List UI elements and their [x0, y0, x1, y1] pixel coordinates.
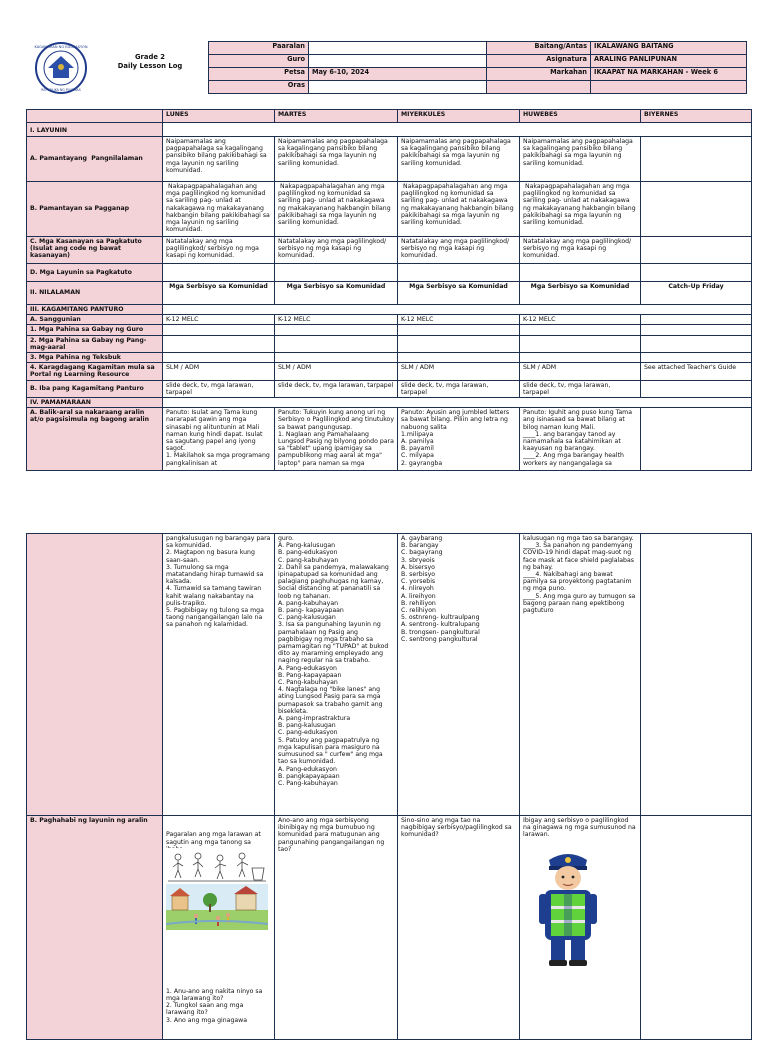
label-iba-pang-kagamitan: B. Iba pang Kagamitang Panturo — [27, 380, 163, 397]
cell: SLM / ADM — [520, 363, 641, 380]
row-lr-portal — [27, 363, 752, 380]
section-pamamaraan: IV. PAMAMARAAN — [27, 398, 163, 408]
cell: Sino-sino ang mga tao na nagbibigay serbisyo/paglilingkod sa komunidad? — [398, 816, 520, 1040]
cell — [398, 264, 520, 282]
doc-type-label: Daily Lesson Log — [117, 61, 183, 70]
cell: SLM / ADM — [163, 363, 275, 380]
community-scene-image — [166, 884, 268, 930]
markahan-label: Markahan — [487, 68, 591, 81]
cell: Natatalakay ang mga paglilingkod/ serbisyo ng mga kasapi ng komunidad. — [520, 237, 641, 264]
cell: kalusugan ng mga tao sa barangay. ____3. Sa panahon ng pandemyang COVID-19 hindi dapat mag-suot ng face mask at face shield paglalabas ng bahay. ____4. Nakibahagi ang bawat pamilya sa proyektong pagtatanim ng mga puno. ____5. Ang mga guro ay tumugon sa bagong paraan nang epektibong pagtuturo — [520, 534, 641, 816]
day-header-row — [27, 110, 752, 123]
title-block — [96, 53, 204, 70]
row-balik-aral — [27, 408, 752, 471]
label-sanggunian: A. Sanggunian — [27, 315, 163, 325]
questions-text: 1. Anu-ano ang nakita ninyo sa mga larawang ito? 2. Tungkol saan ang mga larawang ito? 3. Ano ang mga ginagawa — [166, 987, 263, 1024]
cell: slide deck, tv, mga larawan, tarpapel — [163, 380, 275, 397]
cell — [641, 408, 752, 471]
cell: slide deck, tv, mga larawan, tarpapel — [520, 380, 641, 397]
label-nilalaman: II. NILALAMAN — [27, 282, 163, 305]
baitang-label: Baitang/Antas — [487, 42, 591, 55]
label-kasanayan: C. Mga Kasanayan sa Pagkatuto (Isulat ang code ng bawat kasanayan) — [27, 237, 163, 264]
cell — [641, 137, 752, 182]
cell: Nakapagpapahalagahan ang mga paglilingkod ng komunidad sa sariling pag- unlad at nakakagawa ng makakayanang hakbangin bilang pakikibahagi sa mga layunin ng sariling komunidad. — [520, 182, 641, 237]
row-iba-pang-kagamitan — [27, 380, 752, 397]
row-pamantayang-pangnilalaman — [27, 137, 752, 182]
label-pamantayang-pangnilalaman: A. Pamantayang Pangnilalaman — [27, 137, 163, 182]
label-lr-portal: 4. Karagdagang Kagamitan mula sa Portal ng Learning Resource — [27, 363, 163, 380]
cell: Natatalakay ang mga paglilingkod/ serbisyo ng mga kasapi ng komunidad. — [398, 237, 520, 264]
cell: SLM / ADM — [275, 363, 398, 380]
cell — [398, 335, 520, 352]
guro-value — [309, 55, 487, 68]
cell: K-12 MELC — [398, 315, 520, 325]
row-pamantayan-sa-pagganap — [27, 182, 752, 237]
cell: SLM / ADM — [398, 363, 520, 380]
guro-label: Guro — [209, 55, 309, 68]
day-martes: MARTES — [275, 110, 398, 123]
section-layunin: I. LAYUNIN — [27, 123, 163, 137]
cell — [275, 353, 398, 363]
row-kasanayan — [27, 237, 752, 264]
asignatura-value: ARALING PANLIPUNAN — [591, 55, 747, 68]
cell-text: Pagaralan ang mga larawan at sagutin ang mga tanong sa — [166, 831, 261, 846]
cell: Natatalakay ang mga paglilingkod/ serbisyo ng mga kasapi ng komunidad. — [275, 237, 398, 264]
cell — [520, 335, 641, 352]
label-gabay-mag-aaral: 2. Mga Pahina sa Gabay ng Pang-mag-aaral — [27, 335, 163, 352]
day-biyernes: BIYERNES — [641, 110, 752, 123]
cell: Ano-ano ang mga serbisyong ibinibigay ng mga bumubuo ng komunidad para matugunan ang pangunahing pangangailangan ng tao? — [275, 816, 398, 1040]
cell — [520, 325, 641, 335]
cell: pangkalusugan ng barangay para sa komunidad. 2. Magtapon ng basura kung saan-saan. 3. Tumulong sa mga matatandang hirap tumawid sa kalsada. 4. Tumawid sa tamang tawiran kahit walang nakabantay na pulis-trapiko. 5. Pagbibigay ng tulong sa mga taong nangangailangan lalo na sa panahon ng kalamidad. — [163, 534, 275, 816]
row-gabay-guro — [27, 325, 752, 335]
grade-label: Grade 2 — [134, 53, 166, 61]
petsa-label: Petsa — [209, 68, 309, 81]
cell — [641, 264, 752, 282]
cell: Nakapagpapahalagahan ang mga paglilingkod ng komunidad sa sariling pag- unlad at nakakagawa ng makakayanang hakbangin bilang pakikibahagi sa mga layunin ng sariling komunidad. — [398, 182, 520, 237]
cell: slide deck, tv, mga larawan, tarpapel — [275, 380, 398, 397]
cell: Panuto: Ayusin ang jumbled letters sa bawat bilang. Piliin ang letra ng nabuong salita 1.milipaya A. pamilya B. payamil C. milyapa 2. gayrangba — [398, 408, 520, 471]
label-teksbuk: 3. Mga Pahina ng Teksbuk — [27, 353, 163, 363]
cleanup-sketch-image — [166, 848, 268, 884]
police-officer-image — [537, 848, 599, 970]
cell: Panuto: Tukuyin kung anong uri ng Serbisyo o Paglilingkod ang tinutukoy sa bawat pangungusap. 1. Naglaan ang Pamahalaang Lungsod Pasig ng bilyong pondo para sa "tablet" upang ipamigay sa pampublikong mag aaral at mga" laptop" para naman sa mga — [275, 408, 398, 471]
day-lunes: LUNES — [163, 110, 275, 123]
cell: Mga Serbisyo sa Komunidad — [163, 282, 275, 305]
petsa-value: May 6-10, 2024 — [309, 68, 487, 81]
label-balik-aral: A. Balik-aral sa nakaraang aralin at/o pagsisimula ng bagong aralin — [27, 408, 163, 471]
header-info-table — [208, 41, 747, 94]
cell: Nakapagpapahalagahan ang mga paglilingkod ng komunidad sa sariling pag- unlad at nakakagawa ng makakayanang hakbangin bilang pakikibahagi sa mga layunin ng sariling komunidad. — [275, 182, 398, 237]
cell — [163, 353, 275, 363]
cell — [641, 335, 752, 352]
svg-text:REPUBLIKA NG PILIPINAS: REPUBLIKA NG PILIPINAS — [41, 88, 81, 92]
cell — [163, 335, 275, 352]
cell: Naipamamalas ang pagpapahalaga sa kagalingang pansibiko bilang pakikibahagi sa mga layunin ng sariling komunidad. — [520, 137, 641, 182]
paaralan-value — [309, 42, 487, 55]
svg-text:KAGAWARAN NG EDUKASYON: KAGAWARAN NG EDUKASYON — [34, 45, 88, 49]
label-paghahabi: B. Paghahabi ng layunin ng aralin — [27, 816, 163, 1040]
cell: Mga Serbisyo sa Komunidad — [398, 282, 520, 305]
corner-cell — [27, 110, 163, 123]
cell: K-12 MELC — [275, 315, 398, 325]
cell: Naipamamalas ang pagpapahalaga sa kagalingang pansibiko bilang pakikibahagi sa mga layunin ng sariling komunidad. — [163, 137, 275, 182]
cell — [520, 353, 641, 363]
deped-seal-logo — [28, 41, 94, 95]
cell — [275, 325, 398, 335]
cell — [520, 264, 641, 282]
cell: Mga Serbisyo sa Komunidad — [275, 282, 398, 305]
cell: slide deck, tv, mga larawan, tarpapel — [398, 380, 520, 397]
cell — [641, 534, 752, 816]
row-sanggunian — [27, 315, 752, 325]
cell: Nakapagpapahalagahan ang mga paglilingkod ng komunidad sa sariling pag- unlad at nakakagawa ng makakayanang hakbangin bilang pakikibahagi sa mga layunin ng sariling komunidad. — [163, 182, 275, 237]
cell — [275, 335, 398, 352]
section-fill — [163, 398, 752, 408]
cell: See attached Teacher's Guide — [641, 363, 752, 380]
paaralan-label: Paaralan — [209, 42, 309, 55]
cell: A. gaybarang B. barangay C. bagayrang 3. sbryeois A. bisersyo B. serbisyo C. yorsebis 4. nlireyoh A. lireihyon B. rehiliyon C. relihiyon 5. ostnreng- kultraulpang A. sentrong- kultralupang B. trongsen- pangkultural C. sentrong pangkultural — [398, 534, 520, 816]
label-pamantayan-sa-pagganap: B. Pamantayan sa Pagganap — [27, 182, 163, 237]
cell — [275, 264, 398, 282]
cell: Mga Serbisyo sa Komunidad — [520, 282, 641, 305]
cell — [398, 325, 520, 335]
section-kagamitang-panturo: III. KAGAMITANG PANTURO — [27, 305, 163, 315]
baitang-value: IKALAWANG BAITANG — [591, 42, 747, 55]
cell — [398, 353, 520, 363]
day-huwebes: HUWEBES — [520, 110, 641, 123]
cell: Panuto: Iguhit ang puso kung Tama ang isinasaad sa bawat bilang at bilog naman kung Mali. ____1. ang barangay tanod ay namamahala sa katahimikan at kaayusan ng barangay. ____2. Ang mga barangay health workers ay nangangalaga sa — [520, 408, 641, 471]
cell — [163, 325, 275, 335]
lesson-log-table — [26, 109, 752, 471]
asignatura-label: Asignatura — [487, 55, 591, 68]
cell: Catch-Up Friday — [641, 282, 752, 305]
section-layunin-fill — [163, 123, 752, 137]
cell — [641, 325, 752, 335]
cell — [163, 264, 275, 282]
cell: guro. A. Pang-kalusugan B. pang-edukasyon C. pang-kabuhayan 2. Dahil sa pandemya, malawakang ipinapatupad sa komunidad ang palagiang paghuhugas ng kamay, Social distancing at pananatili sa loob ng tahanan. A. pang-kabuhayan B. pang- kapayapaan C. pang-kalusugan 3. Isa sa pangunahing layunin ng pamahalaan ng Pasig ang pagbibigay ng mga trabaho sa pamamagitan ng "TUPAD" at bukod dito ay maraming empleyado ang naging regular na sa trabaho. A. Pang-edukasyon B. Pang-kapayapaan C. Pang-kabuhayan 4. Nagtalaga ng "bike lanes" ang ating Lungsod Pasig para sa mga pumapasok sa trabaho gamit ang bisekleta. A. pang-imprastraktura B. pang-kalusugan C. pang-edukasyon 5. Patuloy ang pagpapatrulya ng mga kapulisan para masiguro na sumusunod sa " curfew" ang mga tao sa kumonidad. A. Pang-edukasyon B. pangkapayapaan C. Pang-kabuhayan — [275, 534, 398, 816]
cell: Naipamamalas ang pagpapahalaga sa kagalingang pansibiko bilang pakikibahagi sa mga layunin ng sariling komunidad. — [275, 137, 398, 182]
cell — [641, 315, 752, 325]
row-nilalaman — [27, 282, 752, 305]
lesson-log-table-page2 — [26, 533, 752, 1040]
label-continued — [27, 534, 163, 816]
day-miyerkules: MIYERKULES — [398, 110, 520, 123]
empty-value — [591, 81, 747, 94]
oras-value — [309, 81, 487, 94]
cell: Panuto: Isulat ang Tama kung nararapat gawin ang mga sinasabi ng alituntunin at Mali naman kung hindi dapat. Isulat sa sagutang papel ang iyong sagot. 1. Makilahok sa mga programang pangkalinisan at — [163, 408, 275, 471]
cell — [641, 353, 752, 363]
row-layunin-pagkatuto — [27, 264, 752, 282]
cell: Ibigay ang serbisyo o paglilingkod na ginagawa ng mga sumusunod na larawan. — [520, 816, 641, 1040]
label-gabay-guro: 1. Mga Pahina sa Gabay ng Guro — [27, 325, 163, 335]
row-gabay-mag-aaral — [27, 335, 752, 352]
cell — [641, 237, 752, 264]
cell: Naipamamalas ang pagpapahalaga sa kagalingang pansibiko bilang pakikibahagi sa mga layunin ng sariling komunidad. — [398, 137, 520, 182]
label-layunin-pagkatuto: D. Mga Layunin sa Pagkatuto — [27, 264, 163, 282]
cell — [641, 182, 752, 237]
cell — [641, 380, 752, 397]
empty-label — [487, 81, 591, 94]
row-teksbuk — [27, 353, 752, 363]
row-balik-aral-continued — [27, 534, 752, 816]
cell: K-12 MELC — [520, 315, 641, 325]
cell — [641, 816, 752, 1040]
cell: K-12 MELC — [163, 315, 275, 325]
cell: Natatalakay ang mga paglilingkod/ serbisyo ng mga kasapi ng komunidad. — [163, 237, 275, 264]
row-paghahabi — [27, 816, 752, 1040]
markahan-value: IKAAPAT NA MARKAHAN - Week 6 — [591, 68, 747, 81]
section-fill — [163, 305, 752, 315]
oras-label: Oras — [209, 81, 309, 94]
